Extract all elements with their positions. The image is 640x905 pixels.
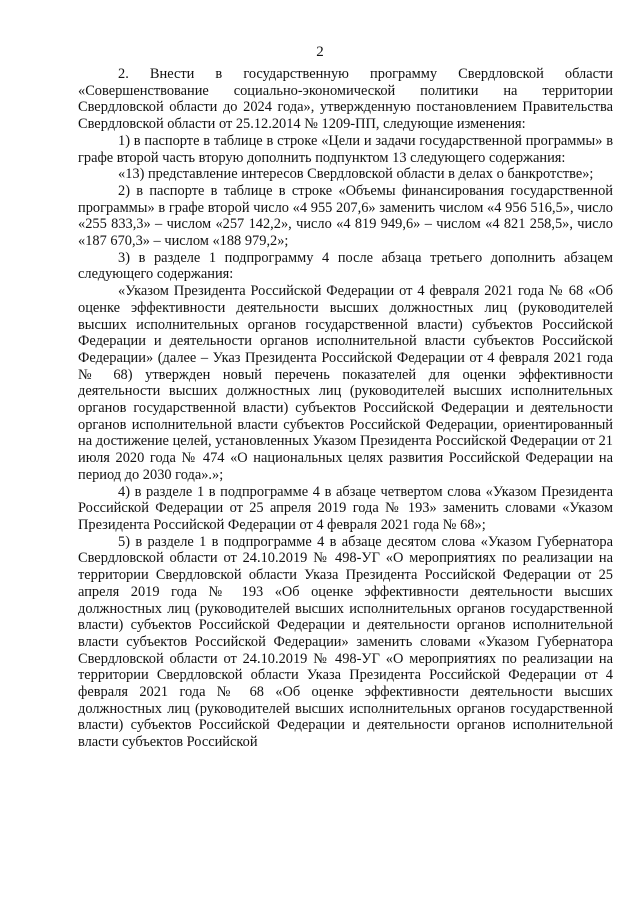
paragraph-subitem-1: 1) в паспорте в таблице в строке «Цели и задачи государственной программы» в графе второй часть вторую дополнить подпунктом 13 следующего содержания: (78, 132, 613, 166)
paragraph-quote-decree: «Указом Президента Российской Федерации от 4 февраля 2021 года № 68 «Об оценке эффективности деятельности высших должностных лиц (руководителей высших исполнительных органов государственной власти) субъектов Российской Федерации и деятельности органов исполнительной власти субъектов Российской Федерации» (далее – Указ Президента Российской Федерации от 4 февраля 2021 года № 68) утвержден новый перечень показателей для оценки эффективности деятельности высших должностных лиц (руководителей высших исполнительных органов государственной власти) субъектов Российской Федерации и деятельности органов исполнительной власти субъектов Российской Федерации, ориентированный на достижение целей, установленных Указом Президента Российской Федерации от 21 июля 2020 года № 474 «О национальных целях развития Российской Федерации на период до 2030 года».»; (78, 283, 613, 483)
document-body (78, 66, 613, 751)
paragraph-subitem-5: 5) в разделе 1 в подпрограмме 4 в абзаце десятом слова «Указом Губернатора Свердловской области от 24.10.2019 № 498-УГ «О мероприятиях по реализации на территории Свердловской области Указа Президента Российской Федерации от 25 апреля 2019 года № 193 «Об оценке эффективности деятельности высших должностных лиц (руководителей высших исполнительных органов государственной власти) субъектов Российской Федерации и деятельности органов исполнительной власти субъектов Российской Федерации» заменить словами «Указом Губернатора Свердловской области от 24.10.2019 № 498-УГ «О мероприятиях по реализации на территории Свердловской области Указа Президента Российской Федерации от 4 февраля 2021 года № 68 «Об оценке эффективности деятельности высших должностных лиц (руководителей высших исполнительных органов государственной власти) субъектов Российской Федерации и деятельности органов исполнительной власти субъектов Российской (78, 533, 613, 751)
paragraph-subitem-3: 3) в разделе 1 подпрограмму 4 после абзаца третьего дополнить абзацем следующего содержания: (78, 249, 613, 283)
paragraph-quote-13: «13) представление интересов Свердловской области в делах о банкротстве»; (118, 166, 594, 183)
paragraph-subitem-4: 4) в разделе 1 в подпрограмме 4 в абзаце четвертом слова «Указом Президента Российской Федерации от 25 апреля 2019 года № 193» заменить словами «Указом Президента Российской Федерации от 4 февраля 2021 года № 68»; (78, 483, 613, 533)
paragraph-subitem-2: 2) в паспорте в таблице в строке «Объемы финансирования государственной программы» в графе второй число «4 955 207,6» заменить числом «4 956 516,5», число «255 833,3» – числом «257 142,2», число «4 819 949,6» – числом «4 821 258,5», число «187 670,3» – числом «188 979,2»; (78, 182, 613, 250)
paragraph-item-2: 2. Внести в государственную программу Свердловской области «Совершенствование социально-экономической политики на территории Свердловской области до 2024 года», утвержденную постановлением Правительства Свердловской области от 25.12.2014 № 1209-ПП, следующие изменения: (78, 66, 613, 133)
page-number: 2 (316, 44, 324, 60)
